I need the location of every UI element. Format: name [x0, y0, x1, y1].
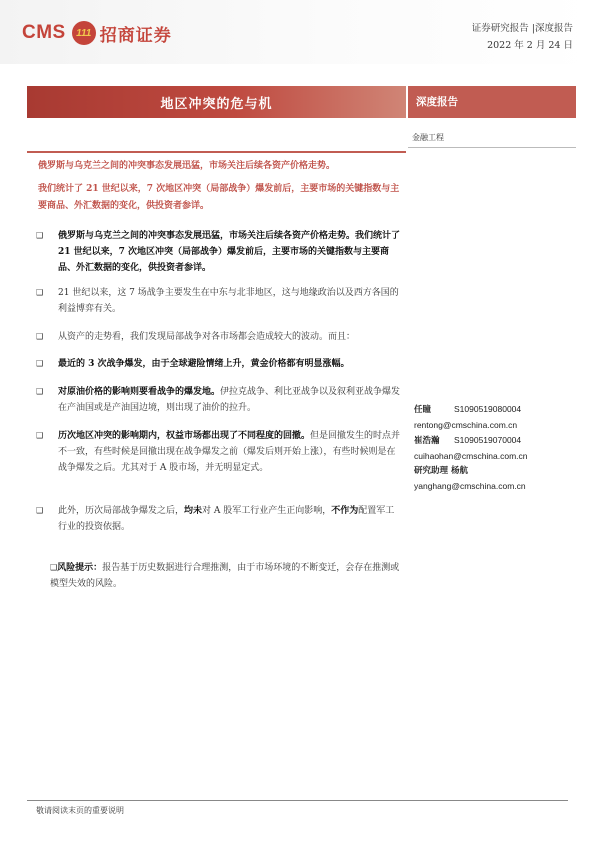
checkbox-bullet-icon: ❑ [50, 563, 58, 572]
bullet-item: ❑ 历次地区冲突的影响期内，权益市场都出现了不同程度的回撤。但是回撤发生的时点并不一致，有些时候是回撤出现在战争爆发之前（爆发后则开始上涨），有些时候则是在战争爆发之后。尤其对于 A 股市场，并无明显定式。 [36, 428, 402, 476]
bullet-item: ❑ 此外，历次局部战争爆发之后，均未对 A 股军工行业产生正向影响，不作为配置军工行业的投资依据。 [36, 503, 402, 535]
header-meta [472, 20, 573, 54]
checkbox-bullet-icon: ❑ [36, 359, 44, 368]
checkbox-bullet-icon: ❑ [36, 387, 44, 396]
summary-line-2: 我们统计了 21 世纪以来，7 次地区冲突（局部战争）爆发前后，主要市场的关键指数与主要商品、外汇数据的变化，供投资者参详。 [38, 184, 400, 211]
logo-badge-icon: 111 [72, 21, 96, 45]
sidebar-label: 深度报告 [416, 96, 458, 108]
analyst-row: 任瞳 S1090519080004 [414, 404, 522, 415]
report-date: 2022 年 2 月 24 日 [487, 40, 573, 51]
risk-label: 风险提示： [57, 563, 103, 573]
sidebar-header [408, 86, 576, 118]
checkbox-bullet-icon: ❑ [36, 506, 44, 515]
title-divider [27, 151, 406, 153]
logo-cms-text: CMS [22, 22, 66, 43]
footer-divider [27, 800, 568, 801]
page-header [0, 0, 595, 64]
analyst-email[interactable]: yanghang@cmschina.com.cn [414, 481, 526, 491]
report-type: 证券研究报告 |深度报告 [471, 23, 573, 34]
risk-warning [50, 560, 405, 592]
report-title-bar [27, 86, 406, 118]
report-title: 地区冲突的危与机 [160, 97, 273, 112]
footer-disclaimer: 敬请阅读末页的重要说明 [36, 806, 124, 815]
bullet-item: ❑ 俄罗斯与乌克兰之间的冲突事态发展迅猛，市场关注后续各资产价格走势。我们统计了 21 世纪以来，7 次地区冲突（局部战争）爆发前后，主要市场的关键指数与主要商品、外汇数据的变化，供投资者参详。 [36, 228, 402, 276]
bullet-item: ❑ 21 世纪以来，这 7 场战争主要发生在中东与北非地区，这与地缘政治以及西方各国的利益博弈有关。 [36, 285, 402, 317]
company-logo [22, 20, 172, 46]
analyst-row: 研究助理 杨航 [414, 466, 468, 476]
sidebar-divider [408, 147, 576, 148]
checkbox-bullet-icon: ❑ [36, 231, 44, 240]
bullet-item: ❑ 从资产的走势看，我们发现局部战争对各市场都会造成较大的波动。而且： [36, 329, 402, 345]
analyst-email[interactable]: rentong@cmschina.com.cn [414, 420, 518, 430]
sidebar-category: 金融工程 [412, 133, 444, 142]
checkbox-bullet-icon: ❑ [36, 431, 44, 440]
logo-chinese-text: 招商证券 [99, 25, 172, 46]
analyst-row: 崔浩瀚 S1090519070004 [414, 435, 522, 446]
checkbox-bullet-icon: ❑ [36, 288, 44, 297]
analyst-email[interactable]: cuihaohan@cmschina.com.cn [414, 451, 528, 461]
bullet-item: ❑ 最近的 3 次战争爆发，由于全球避险情绪上升，黄金价格都有明显涨幅。 [36, 356, 402, 372]
checkbox-bullet-icon: ❑ [36, 332, 44, 341]
analyst-list [414, 402, 574, 494]
risk-text: 报告基于历史数据进行合理推测，由于市场环境的不断变迁，会存在推测或模型失效的风险。 [50, 563, 400, 589]
bullet-item: ❑ 对原油价格的影响则要看战争的爆发地。伊拉克战争、利比亚战争以及叙利亚战争爆发在产油国或是产油国边境，则出现了油价的拉升。 [36, 384, 402, 416]
summary-line-1: 俄罗斯与乌克兰之间的冲突事态发展迅猛，市场关注后续各资产价格走势。 [38, 161, 336, 171]
